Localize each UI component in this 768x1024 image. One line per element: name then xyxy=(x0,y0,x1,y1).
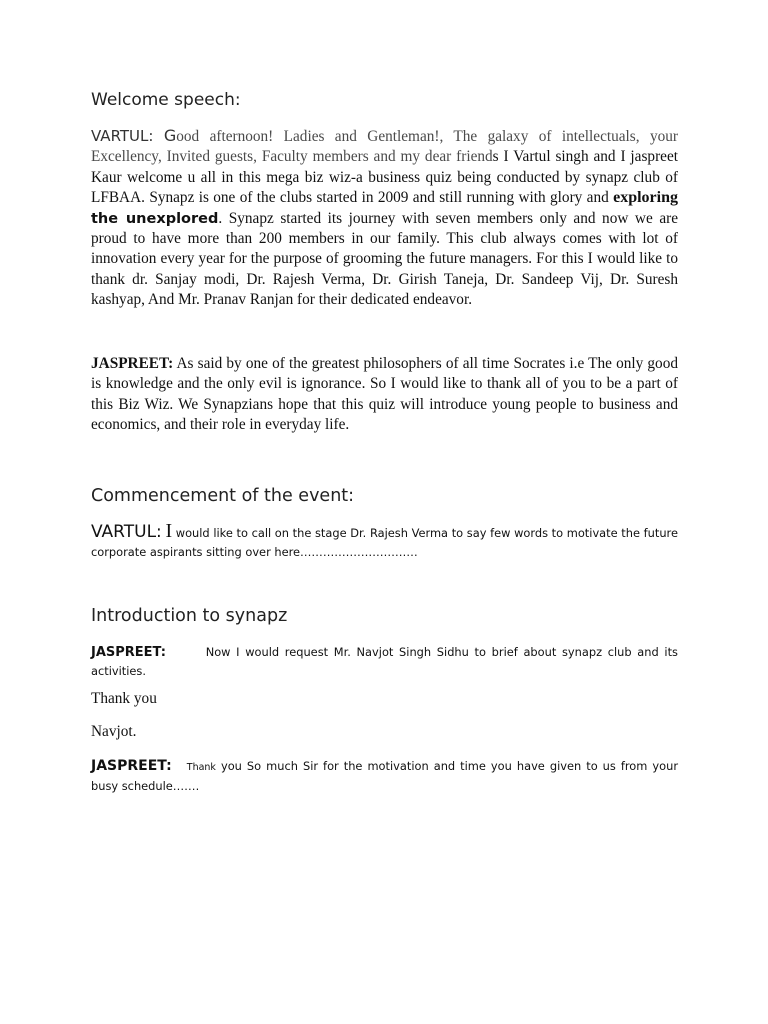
thank-small: Thank xyxy=(186,762,216,773)
commencement-text: would like to call on the stage Dr. Rajesh Verma to say few words to motivate the future corporate aspirants sitting over here…………………………. xyxy=(91,526,678,559)
commencement-paragraph xyxy=(91,522,678,562)
big-i: I xyxy=(165,520,173,542)
speaker-label-vartul-2: VARTUL: xyxy=(91,522,162,542)
jaspreet-speech-text: As said by one of the greatest philosophers of all time Socrates i.e The only good is knowledge and the only evil is ignorance. So I would like to thank all of you to be a part of this Biz Wiz. We Synapzians hope that this quiz will introduce young people to business and economics, and their role in everyday life. xyxy=(91,355,679,434)
speaker-label-vartul: VARTUL: xyxy=(91,127,154,145)
welcome-text-part2: s I Vartul singh and I jaspreet Kaur welcome u all in this mega biz wiz-a business quiz being conducted by synapz club of LFBAA. Synapz is one of the clubs started in 2009 and still running with glory and xyxy=(91,148,678,207)
bold-exploring: exploring xyxy=(613,189,678,207)
welcome-text-part1: ood afternoon! Ladies and Gentleman!, The galaxy of intellectuals, your Excellency, Invited guests, Faculty members and my dear friend xyxy=(91,128,678,166)
speaker-label-jaspreet-2: JASPREET: xyxy=(91,645,166,660)
bold-the-unexplored: the unexplored xyxy=(91,210,219,227)
welcome-text-part3: . Synapz started its journey with seven members only and now we are proud to have more than 200 members in our family. This club always comes with lot of innovation every year for the purpose of grooming the future managers. For this I would like to thank dr. Sanjay modi, Dr. Rajesh Verma, Dr. Girish Taneja, Dr. Sandeep Vij, Dr. Suresh kashyap, And Mr. Pranav Ranjan for their dedicated endeavor. xyxy=(91,209,678,309)
closing-thanks-text: you So much Sir for the motivation and time you have given to us from your busy schedule……. xyxy=(91,759,678,793)
intro-heading: Introduction to synapz xyxy=(91,606,288,626)
navjot-line: Navjot. xyxy=(91,723,137,740)
speaker-label-jaspreet-3: JASPREET: xyxy=(91,758,172,774)
commencement-heading: Commencement of the event: xyxy=(91,486,355,506)
jaspreet-paragraph xyxy=(91,354,678,436)
welcome-heading: Welcome speech: xyxy=(91,90,241,110)
drop-initial: G xyxy=(163,126,177,145)
welcome-paragraph xyxy=(91,126,678,311)
thank-you-line: Thank you xyxy=(91,690,157,707)
intro-request-text: Now I would request Mr. Navjot Singh Sidhu to brief about synapz club and its activities. xyxy=(91,645,678,678)
intro-request-paragraph xyxy=(91,643,678,680)
speaker-label-jaspreet: JASPREET: xyxy=(91,355,174,372)
closing-thanks-paragraph xyxy=(91,757,678,795)
